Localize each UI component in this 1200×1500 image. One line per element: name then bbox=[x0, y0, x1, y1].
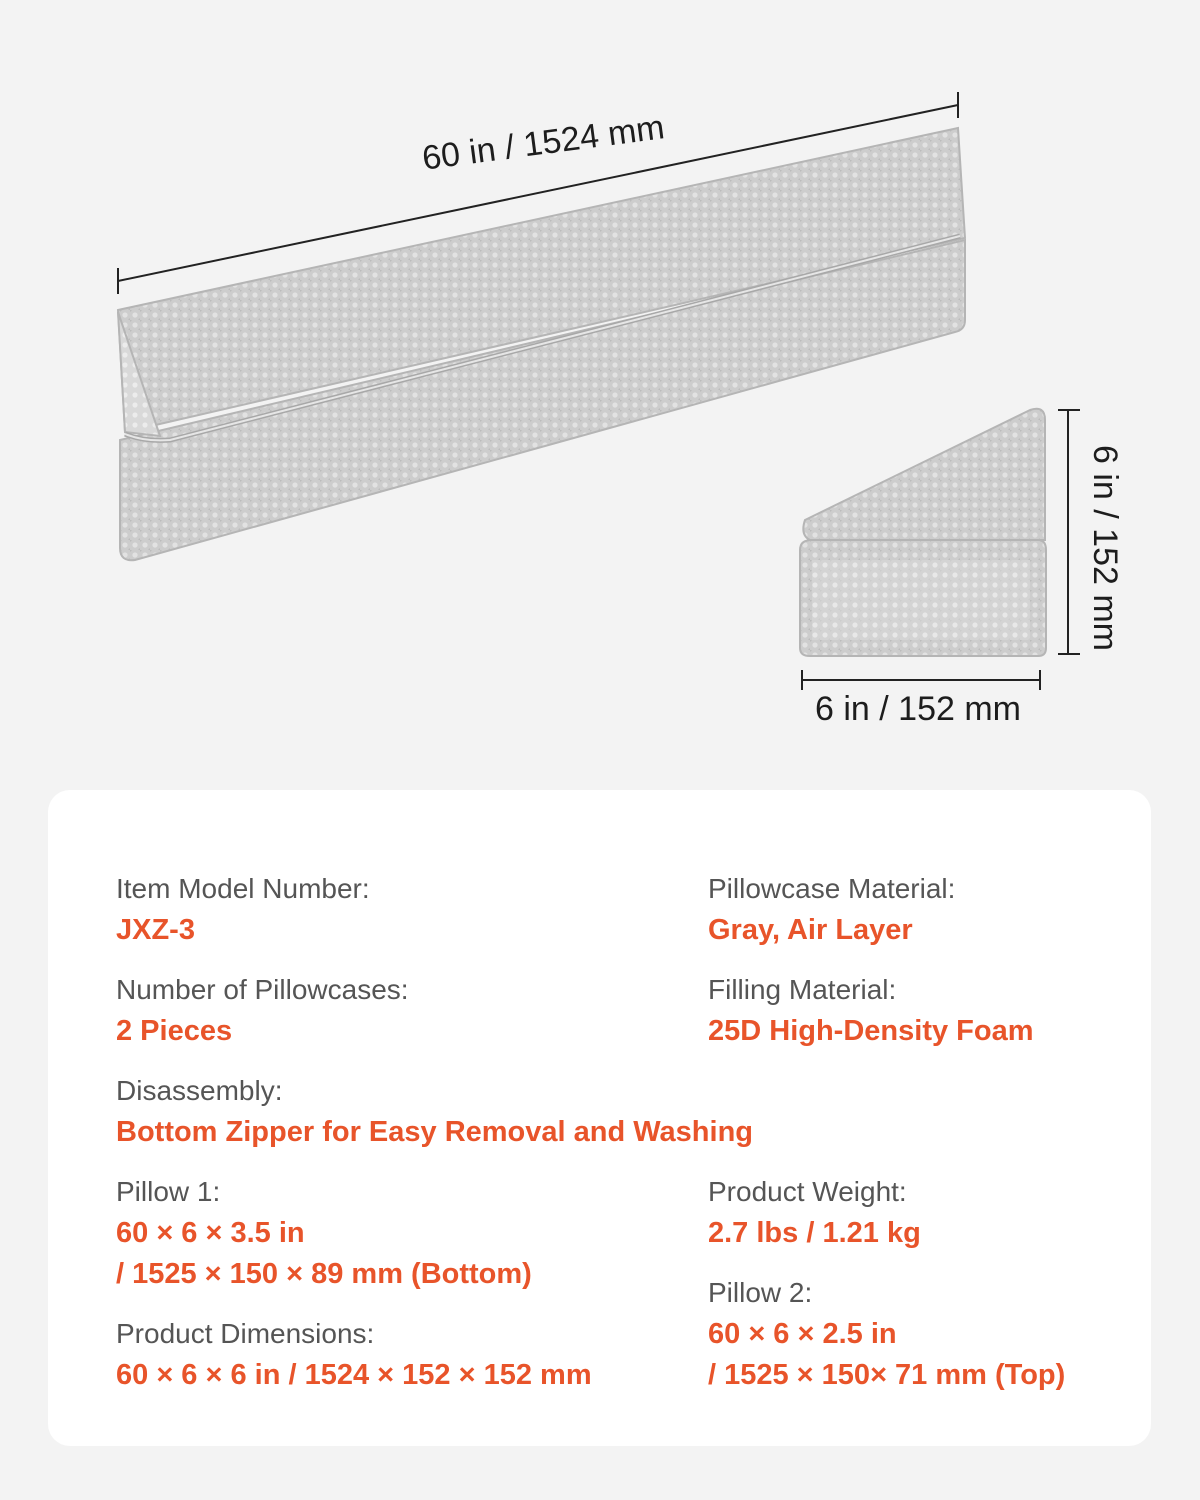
spec-label: Number of Pillowcases: bbox=[116, 974, 409, 1005]
spec-value: 60 × 6 × 6 in / 1524 × 152 × 152 mm bbox=[116, 1359, 592, 1391]
spec-label: Item Model Number: bbox=[116, 873, 370, 904]
spec-label: Product Weight: bbox=[708, 1176, 907, 1207]
end-view-pillow bbox=[800, 409, 1046, 656]
spec-value: Gray, Air Layer bbox=[708, 914, 913, 946]
spec-pillowcase-material bbox=[708, 870, 955, 951]
spec-value-line2: / 1525 × 150 × 89 mm (Bottom) bbox=[116, 1258, 532, 1290]
spec-pillowcases bbox=[116, 971, 409, 1052]
spec-label: Filling Material: bbox=[708, 974, 897, 1005]
height-label: 6 in / 152 mm bbox=[1086, 445, 1124, 651]
spec-value: JXZ-3 bbox=[116, 914, 195, 946]
width-label: 6 in / 152 mm bbox=[815, 690, 1021, 728]
spec-value: 25D High-Density Foam bbox=[708, 1015, 1034, 1047]
spec-disassembly bbox=[116, 1072, 753, 1153]
spec-product-dimensions bbox=[116, 1315, 592, 1396]
spec-value: 60 × 6 × 2.5 in bbox=[708, 1318, 897, 1350]
spec-value-line2: / 1525 × 150× 71 mm (Top) bbox=[708, 1359, 1066, 1391]
spec-label: Pillow 1: bbox=[116, 1176, 221, 1207]
spec-filling bbox=[708, 971, 1034, 1052]
spec-pillow2 bbox=[708, 1274, 1065, 1396]
spec-pillow1 bbox=[116, 1173, 532, 1295]
spec-label: Product Dimensions: bbox=[116, 1318, 375, 1349]
spec-label: Pillow 2: bbox=[708, 1277, 813, 1308]
width-dimension-line bbox=[802, 670, 1040, 690]
height-dimension-line bbox=[1058, 410, 1080, 654]
spec-model bbox=[116, 870, 370, 951]
spec-label: Disassembly: bbox=[116, 1075, 283, 1106]
spec-value: 2.7 lbs / 1.21 kg bbox=[708, 1217, 921, 1249]
spec-label: Pillowcase Material: bbox=[708, 873, 956, 904]
length-label: 60 in / 1524 mm bbox=[420, 108, 667, 178]
spec-weight bbox=[708, 1173, 921, 1254]
spec-value: 60 × 6 × 3.5 in bbox=[116, 1217, 305, 1249]
spec-card bbox=[48, 790, 1151, 1446]
spec-value: 2 Pieces bbox=[116, 1015, 233, 1047]
spec-value: Bottom Zipper for Easy Removal and Washing bbox=[116, 1116, 754, 1148]
